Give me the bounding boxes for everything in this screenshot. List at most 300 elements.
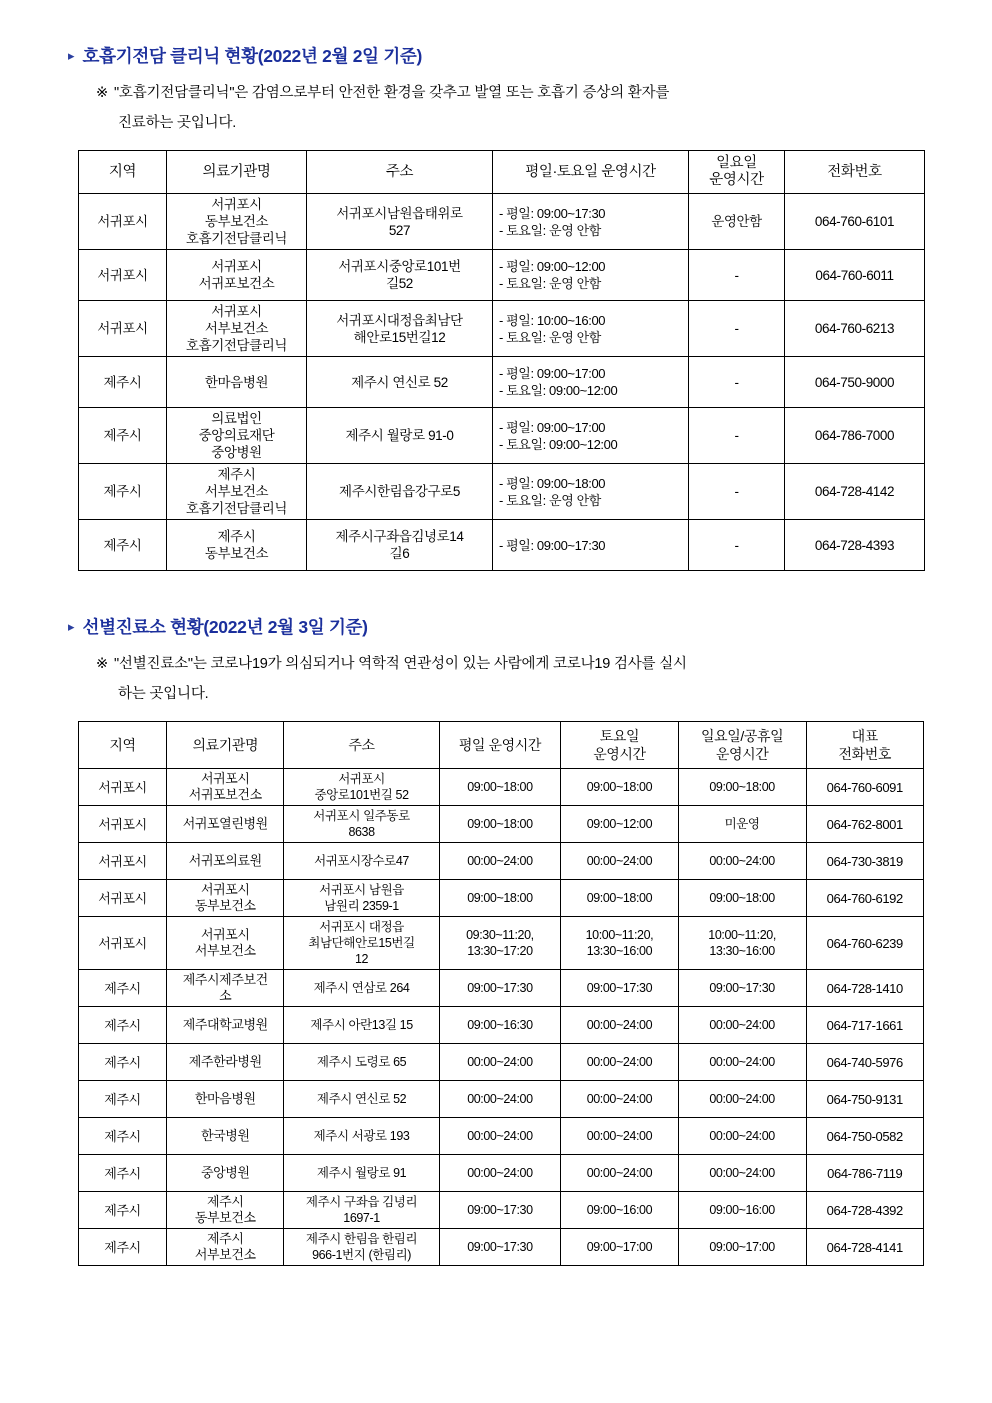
section-title: 호흡기전담 클리닉 현황(2022년 2월 2일 기준) [82, 46, 423, 66]
table-row [79, 970, 924, 1007]
cell-saturday-hours-line: 09:00~16:00 [586, 1203, 653, 1217]
table-row [79, 1192, 924, 1229]
cell-phone [806, 769, 923, 806]
cell-address-line: 제주시 구좌읍 김녕리 [305, 1195, 418, 1209]
cell-sunday-holiday-hours [678, 1044, 806, 1081]
address-line: 서귀포시남원읍태위로 [336, 205, 463, 221]
cell-region: 서귀포시 [79, 194, 167, 250]
cell-saturday-hours [561, 1044, 678, 1081]
cell-saturday-hours [561, 1192, 678, 1229]
col-weekday-hours: 평일 운영시간 [439, 722, 561, 769]
cell-phone: 064-760-6213 [785, 301, 925, 357]
section-note [96, 649, 926, 709]
cell-address [284, 1007, 439, 1044]
institution-line: 중앙의료재단 [198, 428, 275, 443]
cell-weekday-hours [439, 917, 561, 970]
cell-address [284, 1118, 439, 1155]
cell-phone-line: 064-730-3819 [826, 853, 903, 869]
cell-hours [493, 464, 689, 520]
cell-address-line: 8638 [348, 825, 375, 839]
cell-sunday-holiday-hours [678, 880, 806, 917]
header-line: 일요일/공휴일 [700, 728, 784, 744]
cell-weekday-hours [439, 1007, 561, 1044]
cell-phone: 064-728-4142 [785, 464, 925, 520]
cell-region [79, 880, 167, 917]
cell-saturday-hours [561, 806, 678, 843]
cell-address [307, 520, 493, 571]
cell-weekday-hours [439, 843, 561, 880]
cell-sunday-holiday-hours [678, 970, 806, 1007]
address-line: 길52 [386, 276, 413, 291]
triangle-bullet-icon: ▸ [68, 619, 75, 634]
address-line: 길6 [389, 546, 410, 561]
cell-sunday-holiday-hours [678, 1229, 806, 1266]
cell-saturday-hours [561, 1007, 678, 1044]
section-title: 선별진료소 현황(2022년 2월 3일 기준) [82, 617, 368, 637]
cell-saturday-hours [561, 843, 678, 880]
cell-phone-line: 064-717-1661 [826, 1017, 903, 1033]
header-line: 운영시간 [715, 746, 769, 762]
institution-line: 중앙병원 [211, 445, 262, 460]
cell-region-line: 제주시 [104, 1054, 141, 1070]
cell-institution [167, 917, 284, 970]
screening-clinic-table [78, 721, 924, 1266]
cell-sunday-hours: - [689, 250, 785, 301]
cell-region-line: 서귀포시 [98, 853, 147, 869]
cell-address [284, 970, 439, 1007]
institution-line: 서귀포보건소 [198, 276, 275, 291]
cell-phone [806, 1044, 923, 1081]
cell-region-line: 서귀포시 [98, 890, 147, 906]
institution-line: 제주시 [217, 467, 256, 482]
cell-phone [806, 880, 923, 917]
table-row [79, 769, 924, 806]
cell-sunday-holiday-hours-line: 09:00~17:30 [709, 981, 775, 995]
cell-saturday-hours-line: 09:00~18:00 [586, 780, 653, 794]
cell-weekday-hours-line: 00:00~24:00 [467, 1129, 533, 1143]
note-line-2: 하는 곳입니다. [118, 686, 209, 702]
col-sunday-hours [689, 151, 785, 194]
cell-phone: 064-786-7000 [785, 408, 925, 464]
cell-address [307, 250, 493, 301]
cell-region [79, 843, 167, 880]
cell-address-line: 제주시 도령로 65 [316, 1055, 407, 1069]
cell-region: 제주시 [79, 408, 167, 464]
header-line: 토요일 [599, 728, 640, 744]
cell-phone: 064-760-6101 [785, 194, 925, 250]
cell-address [284, 843, 439, 880]
cell-institution-line: 서부보건소 [194, 1247, 256, 1262]
cell-sunday-hours: - [689, 464, 785, 520]
cell-hours [493, 408, 689, 464]
header-line: 운영시간 [593, 746, 646, 762]
col-sunday-hours-line2: 운영시간 [709, 172, 764, 188]
cell-saturday-hours-line: 00:00~24:00 [586, 1055, 653, 1069]
cell-weekday-hours-line: 00:00~24:00 [467, 854, 533, 868]
table-row [79, 1155, 924, 1192]
cell-phone [806, 917, 923, 970]
cell-institution-line: 서귀포시 [200, 882, 250, 897]
address-line: 제주시구좌읍김녕로14 [335, 529, 464, 544]
cell-institution: 한마음병원 [167, 357, 307, 408]
cell-weekday-hours [439, 1081, 561, 1118]
cell-phone-line: 064-760-6091 [826, 779, 903, 795]
hours-line: - 토요일: 운영 안함 [499, 276, 601, 291]
cell-address-line: 서귀포시 [338, 772, 385, 786]
cell-sunday-holiday-hours-line: 09:00~18:00 [709, 780, 775, 794]
cell-weekday-hours [439, 806, 561, 843]
table-row [79, 1007, 924, 1044]
hours-line: - 토요일: 운영 안함 [499, 329, 601, 345]
col-saturday-hours [561, 722, 678, 769]
table-row [79, 520, 925, 571]
cell-institution-line: 동부보건소 [194, 898, 256, 913]
hours-line: - 평일: 09:00~17:30 [499, 537, 606, 553]
cell-institution-line: 제주시 [207, 1231, 244, 1246]
cell-phone-line: 064-760-6192 [826, 890, 903, 906]
cell-saturday-hours [561, 970, 678, 1007]
cell-saturday-hours-line: 00:00~24:00 [586, 854, 653, 868]
cell-sunday-holiday-hours-line: 09:00~16:00 [709, 1203, 775, 1217]
cell-institution-line: 서귀포의료원 [188, 853, 262, 868]
cell-institution-line: 서부보건소 [194, 943, 256, 958]
cell-phone-line: 064-728-4392 [826, 1202, 903, 1218]
cell-sunday-holiday-hours [678, 806, 806, 843]
cell-region [79, 1007, 167, 1044]
cell-region [79, 1044, 167, 1081]
cell-institution [167, 194, 307, 250]
cell-saturday-hours [561, 880, 678, 917]
cell-institution-line: 제주한라병원 [188, 1054, 262, 1069]
table-row [79, 880, 924, 917]
cell-weekday-hours [439, 1155, 561, 1192]
cell-address-line: 제주시 아란13길 15 [310, 1018, 413, 1032]
cell-sunday-holiday-hours-line: 00:00~24:00 [709, 1129, 775, 1143]
cell-address [307, 194, 493, 250]
cell-region-line: 제주시 [104, 1128, 141, 1144]
cell-weekday-hours-line: 09:00~16:30 [467, 1018, 533, 1032]
cell-sunday-hours: - [689, 520, 785, 571]
triangle-bullet-icon: ▸ [68, 48, 75, 63]
cell-weekday-hours-line: 09:00~18:00 [467, 780, 533, 794]
cell-phone-line: 064-760-6239 [826, 935, 903, 951]
col-phone [806, 722, 923, 769]
cell-address [284, 917, 439, 970]
cell-weekday-hours-line: 09:00~18:00 [467, 817, 533, 831]
cell-institution-line: 한국병원 [200, 1128, 250, 1143]
table-row [79, 1118, 924, 1155]
cell-weekday-hours-line: 00:00~24:00 [467, 1166, 533, 1180]
col-region: 지역 [79, 722, 167, 769]
cell-region-line: 서귀포시 [98, 816, 147, 832]
cell-weekday-hours [439, 970, 561, 1007]
cell-phone-line: 064-728-4141 [826, 1239, 903, 1255]
institution-line: 서부보건소 [204, 484, 269, 499]
cell-institution-line: 서귀포시 [200, 927, 250, 942]
cell-address [284, 769, 439, 806]
cell-saturday-hours [561, 1081, 678, 1118]
cell-region: 제주시 [79, 464, 167, 520]
cell-phone: 064-760-6011 [785, 250, 925, 301]
col-region: 지역 [79, 151, 167, 194]
cell-weekday-hours-line: 00:00~24:00 [467, 1092, 533, 1106]
section-respiratory-clinics [60, 44, 932, 571]
cell-sunday-hours: - [689, 408, 785, 464]
col-institution: 의료기관명 [167, 722, 284, 769]
cell-phone [806, 1118, 923, 1155]
cell-sunday-holiday-hours-line: 미운영 [724, 817, 760, 831]
cell-region-line: 제주시 [104, 1239, 141, 1255]
cell-phone-line: 064-728-1410 [826, 980, 903, 996]
cell-sunday-holiday-hours [678, 1081, 806, 1118]
table-row [79, 357, 925, 408]
cell-phone-line: 064-762-8001 [826, 816, 903, 832]
cell-phone: 064-750-9000 [785, 357, 925, 408]
cell-weekday-hours-line: 00:00~24:00 [467, 1055, 533, 1069]
cell-sunday-holiday-hours-line: 13:30~16:00 [709, 944, 775, 958]
table-row [79, 250, 925, 301]
hours-line: - 토요일: 운영 안함 [499, 222, 601, 238]
cell-weekday-hours-line: 09:00~18:00 [467, 891, 533, 905]
cell-sunday-holiday-hours-line: 00:00~24:00 [709, 1166, 775, 1180]
cell-address: 제주시한림읍강구로5 [307, 464, 493, 520]
cell-phone-line: 064-740-5976 [826, 1054, 903, 1070]
cell-sunday-holiday-hours [678, 1192, 806, 1229]
cell-saturday-hours [561, 917, 678, 970]
col-institution: 의료기관명 [167, 151, 307, 194]
cell-saturday-hours [561, 1118, 678, 1155]
cell-phone [806, 1081, 923, 1118]
cell-institution [167, 970, 284, 1007]
cell-phone [806, 843, 923, 880]
cell-region [79, 1081, 167, 1118]
cell-address-line: 남원리 2359-1 [324, 899, 399, 913]
section-heading [68, 44, 932, 68]
cell-sunday-holiday-hours-line: 00:00~24:00 [709, 854, 775, 868]
institution-line: 제주시 [217, 529, 256, 544]
hours-line: - 평일: 09:00~17:30 [499, 205, 606, 221]
header-line: 전화번호 [838, 746, 892, 762]
cell-address-line: 서귀포시 남원읍 [319, 883, 404, 897]
col-address: 주소 [307, 151, 493, 194]
cell-saturday-hours-line: 09:00~17:00 [586, 1240, 653, 1254]
col-sunday-holiday-hours [678, 722, 806, 769]
table-row [79, 843, 924, 880]
cell-weekday-hours-line: 09:00~17:30 [467, 981, 533, 995]
note-line-1: "호흡기전담클리닉"은 감염으로부터 안전한 환경을 갖추고 발열 또는 호흡기 증상의 환자를 [113, 85, 670, 101]
cell-address-line: 1697-1 [343, 1211, 380, 1225]
cell-institution-line: 서귀포시 [200, 771, 250, 786]
hours-line: - 평일: 09:00~18:00 [499, 475, 606, 491]
cell-hours [493, 250, 689, 301]
cell-institution [167, 1155, 284, 1192]
cell-institution-line: 소 [219, 988, 232, 1003]
cell-weekday-hours-line: 09:30~11:20, [466, 928, 534, 942]
note-line-1: "선별진료소"는 코로나19가 의심되거나 역학적 연관성이 있는 사람에게 코로나19 검사를 실시 [113, 656, 687, 672]
cell-address-line: 제주시 월랑로 91 [316, 1166, 407, 1180]
cell-weekday-hours-line: 09:00~17:30 [467, 1240, 533, 1254]
cell-phone-line: 064-750-9131 [826, 1091, 903, 1107]
cell-address [284, 880, 439, 917]
cell-address: 제주시 월랑로 91-0 [307, 408, 493, 464]
cell-address [284, 806, 439, 843]
cell-sunday-holiday-hours [678, 843, 806, 880]
note-mark-icon: ※ [96, 85, 108, 101]
cell-sunday-holiday-hours [678, 769, 806, 806]
cell-sunday-holiday-hours-line: 09:00~18:00 [709, 891, 775, 905]
section-note [96, 78, 926, 138]
col-address: 주소 [284, 722, 439, 769]
cell-region [79, 1192, 167, 1229]
cell-institution [167, 250, 307, 301]
cell-saturday-hours-line: 09:00~12:00 [586, 817, 653, 831]
institution-line: 동부보건소 [204, 546, 269, 561]
institution-line: 서귀포시 [211, 197, 262, 212]
cell-address [284, 1229, 439, 1266]
hours-line: - 평일: 09:00~17:00 [499, 419, 606, 435]
table-row [79, 301, 925, 357]
cell-address [307, 301, 493, 357]
col-weekday-saturday-hours: 평일·토요일 운영시간 [493, 151, 689, 194]
cell-region-line: 서귀포시 [98, 779, 147, 795]
cell-sunday-holiday-hours [678, 917, 806, 970]
cell-region-line: 제주시 [104, 1165, 141, 1181]
cell-address [284, 1192, 439, 1229]
note-line-2: 진료하는 곳입니다. [118, 115, 237, 131]
cell-institution-line: 제주대학교병원 [182, 1017, 268, 1032]
cell-institution [167, 806, 284, 843]
cell-institution [167, 1192, 284, 1229]
cell-region [79, 806, 167, 843]
cell-region-line: 제주시 [104, 980, 141, 996]
address-line: 서귀포시대정읍최남단 [336, 312, 463, 328]
cell-saturday-hours-line: 00:00~24:00 [586, 1092, 653, 1106]
cell-address [284, 1081, 439, 1118]
cell-hours [493, 301, 689, 357]
cell-saturday-hours-line: 09:00~17:30 [586, 981, 653, 995]
hours-line: - 토요일: 09:00~12:00 [499, 436, 618, 452]
cell-institution [167, 1044, 284, 1081]
cell-region: 서귀포시 [79, 250, 167, 301]
cell-saturday-hours-line: 00:00~24:00 [586, 1129, 653, 1143]
cell-sunday-hours: - [689, 357, 785, 408]
cell-institution [167, 843, 284, 880]
institution-line: 동부보건소 [204, 214, 269, 229]
cell-address-line: 중앙로101번길 52 [314, 788, 409, 802]
cell-hours [493, 357, 689, 408]
note-mark-icon: ※ [96, 656, 108, 672]
cell-saturday-hours-line: 13:30~16:00 [586, 944, 653, 958]
institution-line: 호흡기전담클리닉 [185, 338, 288, 353]
cell-weekday-hours [439, 1044, 561, 1081]
cell-region: 제주시 [79, 520, 167, 571]
section-screening-clinics [60, 615, 932, 1266]
cell-sunday-holiday-hours-line: 09:00~17:00 [709, 1240, 775, 1254]
cell-institution-line: 서귀포보건소 [188, 787, 262, 802]
hours-line: - 평일: 09:00~12:00 [499, 259, 606, 274]
cell-saturday-hours-line: 10:00~11:20, [585, 928, 654, 942]
cell-sunday-holiday-hours-line: 00:00~24:00 [709, 1055, 775, 1069]
section-heading [68, 615, 932, 639]
cell-region [79, 1118, 167, 1155]
table-row [79, 1229, 924, 1266]
cell-address-line: 제주시 연신로 52 [316, 1092, 407, 1106]
institution-line: 의료법인 [211, 411, 262, 426]
cell-institution-line: 제주시 [207, 1194, 244, 1209]
cell-saturday-hours-line: 09:00~18:00 [586, 891, 653, 905]
institution-line: 서귀포시 [211, 259, 262, 274]
cell-institution [167, 769, 284, 806]
cell-address [284, 1155, 439, 1192]
cell-institution [167, 1229, 284, 1266]
cell-sunday-hours: 운영안함 [689, 194, 785, 250]
cell-region: 제주시 [79, 357, 167, 408]
cell-sunday-holiday-hours [678, 1007, 806, 1044]
table-header-row [79, 722, 924, 769]
cell-institution [167, 1081, 284, 1118]
cell-sunday-holiday-hours [678, 1118, 806, 1155]
cell-phone [806, 1192, 923, 1229]
cell-institution-line: 동부보건소 [194, 1210, 256, 1225]
cell-sunday-holiday-hours-line: 00:00~24:00 [709, 1018, 775, 1032]
cell-phone [806, 806, 923, 843]
cell-phone [806, 1007, 923, 1044]
cell-address-line: 서귀포시 일주동로 [313, 809, 410, 823]
cell-weekday-hours [439, 1118, 561, 1155]
cell-weekday-hours [439, 769, 561, 806]
cell-institution [167, 1118, 284, 1155]
section-spacer [60, 581, 932, 615]
cell-institution-line: 제주시제주보건 [182, 972, 268, 987]
cell-address-line: 서귀포시장수로47 [314, 854, 409, 868]
cell-address: 제주시 연신로 52 [307, 357, 493, 408]
cell-hours [493, 520, 689, 571]
address-line: 527 [388, 222, 411, 238]
cell-sunday-holiday-hours-line: 00:00~24:00 [709, 1092, 775, 1106]
cell-saturday-hours [561, 769, 678, 806]
cell-address-line: 966-1번지 (한림리) [312, 1248, 412, 1262]
cell-institution-line: 서귀포열린병원 [182, 816, 268, 831]
cell-sunday-holiday-hours [678, 1155, 806, 1192]
cell-institution [167, 520, 307, 571]
cell-institution [167, 880, 284, 917]
table-row [79, 408, 925, 464]
header-line: 대표 [851, 728, 878, 744]
cell-region [79, 1155, 167, 1192]
cell-address-line: 제주시 연삼로 264 [313, 981, 410, 995]
cell-saturday-hours [561, 1229, 678, 1266]
cell-weekday-hours [439, 1192, 561, 1229]
cell-weekday-hours [439, 880, 561, 917]
cell-region-line: 제주시 [104, 1017, 141, 1033]
cell-phone: 064-728-4393 [785, 520, 925, 571]
institution-line: 서귀포시 [211, 304, 262, 319]
table-row [79, 194, 925, 250]
cell-institution-line: 중앙병원 [200, 1165, 250, 1180]
cell-saturday-hours-line: 00:00~24:00 [586, 1018, 653, 1032]
respiratory-clinic-table [78, 150, 925, 571]
cell-institution [167, 301, 307, 357]
cell-weekday-hours [439, 1229, 561, 1266]
cell-institution [167, 408, 307, 464]
cell-address-line: 제주시 한림읍 한림리 [305, 1232, 418, 1246]
cell-region [79, 970, 167, 1007]
table-row [79, 1081, 924, 1118]
cell-address-line: 12 [354, 952, 369, 966]
col-phone: 전화번호 [785, 151, 925, 194]
institution-line: 서부보건소 [204, 321, 269, 336]
hours-line: - 토요일: 운영 안함 [499, 492, 601, 508]
